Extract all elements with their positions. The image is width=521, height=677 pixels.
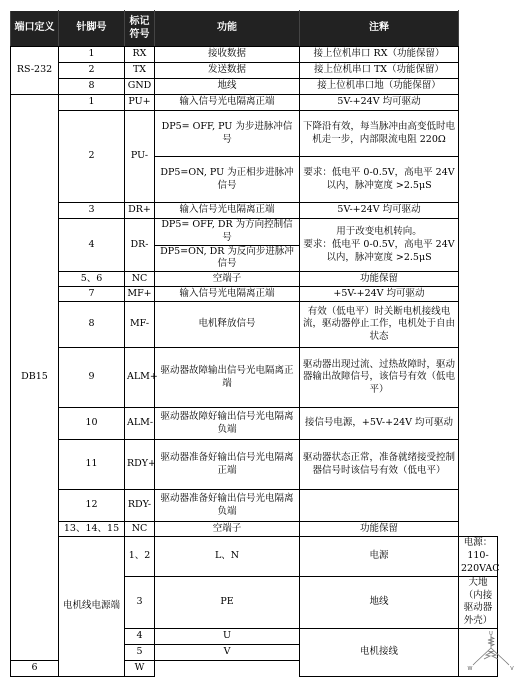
- symbol-cell: GND: [125, 79, 155, 95]
- function-cell: DP5=ON, PU 为正相步进脉冲信号: [155, 157, 300, 203]
- function-cell: 驱动器准备好输出信号光电隔离正端: [155, 440, 300, 490]
- motor-wiring-diagram: [459, 628, 514, 676]
- pin-cell: 1: [59, 95, 125, 111]
- function-cell: 接收数据: [155, 47, 300, 63]
- note-line: 要求：低电平 0-0.5V，高电平 24V 以内，脉冲宽度 >2.5μS: [303, 238, 455, 263]
- note-cell: 驱动器状态正常，准备就绪接受控制器信号时该信号有效（低电平）: [300, 440, 459, 490]
- function-cell: DP5=ON, DR 为反向步进脉冲信号: [155, 245, 300, 272]
- pin-cell: 13、14、15: [59, 522, 125, 537]
- symbol-cell: RX: [125, 47, 155, 63]
- symbol-cell: NC: [125, 272, 155, 287]
- pin-cell: 5: [125, 644, 155, 660]
- pin-cell: 8: [59, 79, 125, 95]
- pin-cell: 7: [59, 287, 125, 302]
- function-cell: 输入信号光电隔离正端: [155, 95, 300, 111]
- note-cell: 电源：110-220VAC: [459, 537, 498, 576]
- symbol-cell: RDY-: [125, 490, 155, 522]
- pin-cell: 4: [59, 219, 125, 272]
- symbol-cell: DR-: [125, 219, 155, 272]
- symbol-cell: MF-: [125, 302, 155, 348]
- table-row: [11, 522, 498, 537]
- pin-cell: 10: [59, 408, 125, 440]
- function-cell: 驱动器准备好输出信号光电隔离负端: [155, 490, 300, 522]
- header-function: 功能: [155, 11, 300, 47]
- table-row: [11, 302, 498, 348]
- pin-cell: 1: [59, 47, 125, 63]
- symbol-cell: L、N: [155, 537, 300, 576]
- function-cell: 发送数据: [155, 63, 300, 79]
- pin-cell: 2: [59, 63, 125, 79]
- function-cell: 驱动器故障输出信号光电隔离正端: [155, 348, 300, 408]
- table-row: [11, 63, 498, 79]
- port-rs232: RS-232: [11, 47, 59, 95]
- note-cell: 5V-+24V 均可驱动: [300, 95, 459, 111]
- symbol-cell: TX: [125, 63, 155, 79]
- symbol-cell: ALM-: [125, 408, 155, 440]
- table-row: [11, 490, 498, 522]
- symbol-cell: W: [125, 660, 155, 676]
- pin-cell: 12: [59, 490, 125, 522]
- note-cell: 下降沿有效，每当脉冲由高变低时电机走一步，内部限流电阻 220Ω: [300, 111, 459, 157]
- note-cell: 功能保留: [300, 272, 459, 287]
- pin-cell: 5、6: [59, 272, 125, 287]
- note-cell: +5V-+24V 均可驱动: [300, 287, 459, 302]
- pin-cell: 3: [125, 576, 155, 628]
- function-cell: 地线: [300, 576, 459, 628]
- note-line: 用于改变电机转向。: [336, 225, 422, 237]
- header-port: 端口定义: [11, 11, 59, 47]
- note-cell: 5V-+24V 均可驱动: [300, 203, 459, 219]
- function-cell: DP5= OFF, DR 为方向控制信号: [155, 219, 300, 246]
- pin-cell: 4: [125, 628, 155, 644]
- diagram-label-v: V: [510, 666, 514, 673]
- pin-cell: 8: [59, 302, 125, 348]
- table-row: [11, 348, 498, 408]
- table-row: [11, 95, 498, 111]
- note-cell: 大地（内接驱动器外壳）: [459, 576, 498, 628]
- note-cell: [300, 219, 459, 272]
- table-row: [11, 203, 498, 219]
- table-row: [11, 79, 498, 95]
- symbol-cell: MF+: [125, 287, 155, 302]
- symbol-cell: V: [155, 644, 300, 660]
- note-cell: 接上位机串口地（功能保留）: [300, 79, 459, 95]
- note-cell: 要求：低电平 0-0.5V，高电平 24V 以内，脉冲宽度 >2.5μS: [300, 157, 459, 203]
- header-pin: 针脚号: [59, 11, 125, 47]
- header-note: 注释: [300, 11, 459, 47]
- note-cell: 有效（低电平）时关断电机接线电流，驱动器停止工作，电机处于自由状态: [300, 302, 459, 348]
- function-cell: DP5= OFF, PU 为步进脉冲信号: [155, 111, 300, 157]
- pin-cell: 2: [59, 111, 125, 203]
- table-row: [11, 287, 498, 302]
- symbol-cell: PU+: [125, 95, 155, 111]
- pin-cell: 1、2: [125, 537, 155, 576]
- header-symbol: 标记符号: [125, 11, 155, 47]
- symbol-cell: RDY+: [125, 440, 155, 490]
- table-row: [11, 111, 498, 157]
- note-cell: [300, 490, 459, 522]
- header-row: [11, 11, 498, 47]
- symbol-cell: PE: [155, 576, 300, 628]
- table-row: [11, 219, 498, 246]
- note-cell: 接上位机串口 RX（功能保留）: [300, 47, 459, 63]
- table-row: [11, 537, 498, 576]
- pin-cell: 6: [11, 660, 59, 676]
- pin-cell: 9: [59, 348, 125, 408]
- note-cell: 驱动器出现过流、过热故障时，驱动器输出故障信号，该信号有效（低电平）: [300, 348, 459, 408]
- function-cell: 驱动器故障好输出信号光电隔离负端: [155, 408, 300, 440]
- symbol-cell: PU-: [125, 111, 155, 203]
- motor-winding-icon: [461, 632, 521, 672]
- symbol-cell: NC: [125, 522, 155, 537]
- port-power: 电机线电源端: [59, 537, 125, 677]
- table-row: [11, 440, 498, 490]
- pin-cell: 3: [59, 203, 125, 219]
- function-cell: 输入信号光电隔离正端: [155, 287, 300, 302]
- symbol-cell: U: [155, 628, 300, 644]
- function-cell: 空端子: [155, 272, 300, 287]
- function-cell: 电机接线: [300, 628, 459, 676]
- symbol-cell: DR+: [125, 203, 155, 219]
- function-cell: 电机释放信号: [155, 302, 300, 348]
- port-db15: DB15: [11, 95, 59, 661]
- table-row: [11, 408, 498, 440]
- function-cell: 空端子: [155, 522, 300, 537]
- function-cell: 输入信号光电隔离正端: [155, 203, 300, 219]
- function-cell: 地线: [155, 79, 300, 95]
- note-cell: 功能保留: [300, 522, 459, 537]
- table-row: [11, 47, 498, 63]
- diagram-label-w: W: [467, 666, 473, 673]
- diagram-label-u: U: [489, 631, 493, 638]
- symbol-cell: ALM+: [125, 348, 155, 408]
- pin-cell: 11: [59, 440, 125, 490]
- note-cell: 接信号电源，+5V-+24V 均可驱动: [300, 408, 459, 440]
- pin-definition-table: [10, 10, 514, 677]
- function-cell: 电源: [300, 537, 459, 576]
- note-cell: 接上位机串口 TX（功能保留）: [300, 63, 459, 79]
- table-row: [11, 272, 498, 287]
